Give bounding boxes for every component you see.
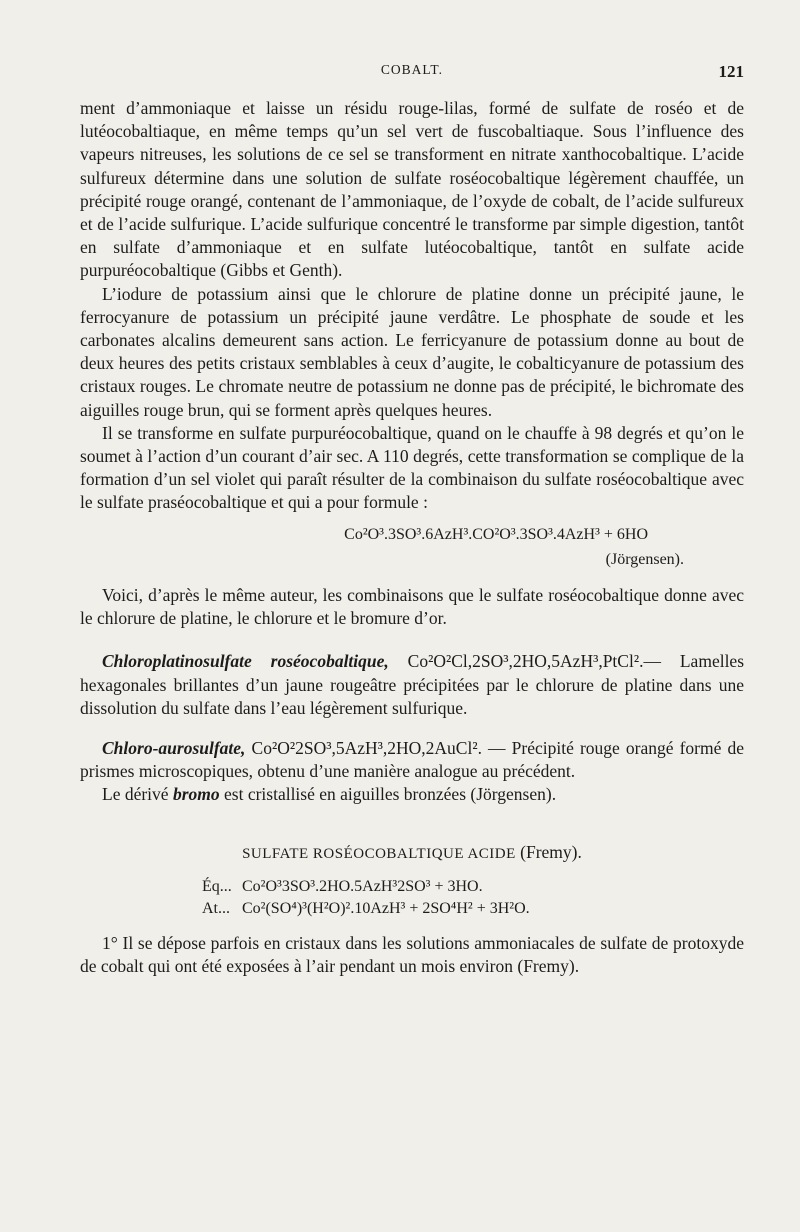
- paragraph-section-1: 1° Il se dépose parfois en cristaux dans les solutions ammoniacales de sulfate de protoxyde de cobalt qui ont été exposées à l’air pendant un mois environ (Fremy).: [80, 932, 744, 977]
- section-title: SULFATE ROSÉOCOBALTIQUE ACIDE: [242, 845, 516, 862]
- page-header: [80, 62, 744, 88]
- running-title: COBALT.: [380, 62, 444, 77]
- eq-formula: Co²O³3SO³.2HO.5AzH³2SO³ + 3HO.: [242, 877, 483, 895]
- section-author: (Fremy).: [515, 841, 582, 862]
- chemical-formula: Co²O³.3SO³.6AzH³.CO²O³.3SO³.4AzH³ + 6HO: [344, 525, 648, 543]
- body-text: [80, 97, 744, 978]
- at-formula: Co²(SO⁴)³(H²O)².10AzH³ + 2SO⁴H² + 3H²O.: [242, 899, 530, 917]
- paragraph-bromo: [80, 783, 744, 806]
- section-heading: [80, 841, 744, 866]
- compound-name: Chloroplatinosulfate roséocobaltique,: [102, 651, 389, 672]
- paragraph-chloro-aurosulfate: [80, 737, 744, 783]
- paragraph-3: Il se transforme en sulfate purpuréocobaltique, quand on le chauffe à 98 degrés et qu’on le soumet à l’action d’un courant d’air sec. A 110 degrés, cette transformation se complique de la formation d’un sel violet qui paraît résulter de la combinaison du sulfate roséocobaltique avec le sulfate praséocobaltique et qui a pour formule :: [80, 422, 744, 513]
- compound-formula: Co²O²2SO³,5AzH³,2HO,2AuCl².: [245, 738, 482, 759]
- compound-description: — Précipité rouge orangé formé de prismes microscopiques, obtenu d’une manière analogue au précédent.: [80, 738, 745, 782]
- equivalent-formula: [80, 876, 744, 898]
- text-fragment: est cristallisé en aiguilles bronzées (Jörgensen).: [219, 784, 557, 805]
- compound-name: Chloro-aurosulfate,: [102, 738, 246, 759]
- at-label: At...: [202, 899, 230, 917]
- formula-attribution: (Jörgensen).: [605, 550, 684, 568]
- paragraph-2: L’iodure de potassium ainsi que le chlorure de platine donne un précipité jaune, le ferrocyanure de potassium un précipité jaune verdâtre. Le phosphate de soude et les carbonates alcalins demeurent sans action. Le ferricyanure de potassium donne au bout de deux heures des petits cristaux semblables à ceux d’augite, le cobalticyanure de potassium des cristaux rouges. Le chromate neutre de potassium ne donne pas de précipité, le bichromate des aiguilles rouge brun, qui se forment après quelques heures.: [80, 283, 744, 420]
- emphasis: bromo: [172, 784, 220, 805]
- compound-description: — Lamelles hexagonales brillantes d’un jaune rougeâtre précipitées par le chlorure de platine dans une dissolution du sulfate dans l’eau légèrement sulfurique.: [80, 651, 745, 718]
- page-number: 121: [718, 62, 744, 81]
- eq-label: Éq...: [202, 877, 232, 895]
- compound-formula: Co²O²Cl,2SO³,2HO,5AzH³,PtCl².: [388, 651, 644, 672]
- paragraph-chloroplatinosulfate: [80, 650, 744, 720]
- atomic-formula: [80, 898, 744, 920]
- paragraph-1: ment d’ammoniaque et laisse un résidu rouge-lilas, formé de sulfate de roséo et de lutéocobaltiaque, en même temps qu’un sel vert de fuscobaltiaque. Sous l’influence des vapeurs nitreuses, les solutions de ce sel se transforment en nitrate xanthocobaltique. L’acide sulfureux détermine dans une solution de sulfate roséocobaltique légèrement chauffée, un précipité rouge orangé, contenant de l’ammoniaque, de l’oxyde de cobalt, de l’acide sulfureux et de l’acide sulfurique. L’acide sulfurique concentré le transforme par simple digestion, tantôt en sulfate d’ammoniaque et en sulfate lutéocobaltique, tantôt en sulfate acide purpuréocobaltique (Gibbs et Genth).: [80, 98, 744, 281]
- paragraph-4: Voici, d’après le même auteur, les combinaisons que le sulfate roséocobaltique donne avec le chlorure de platine, le chlorure et le bromure d’or.: [80, 585, 744, 629]
- text-fragment: Le dérivé: [102, 784, 173, 805]
